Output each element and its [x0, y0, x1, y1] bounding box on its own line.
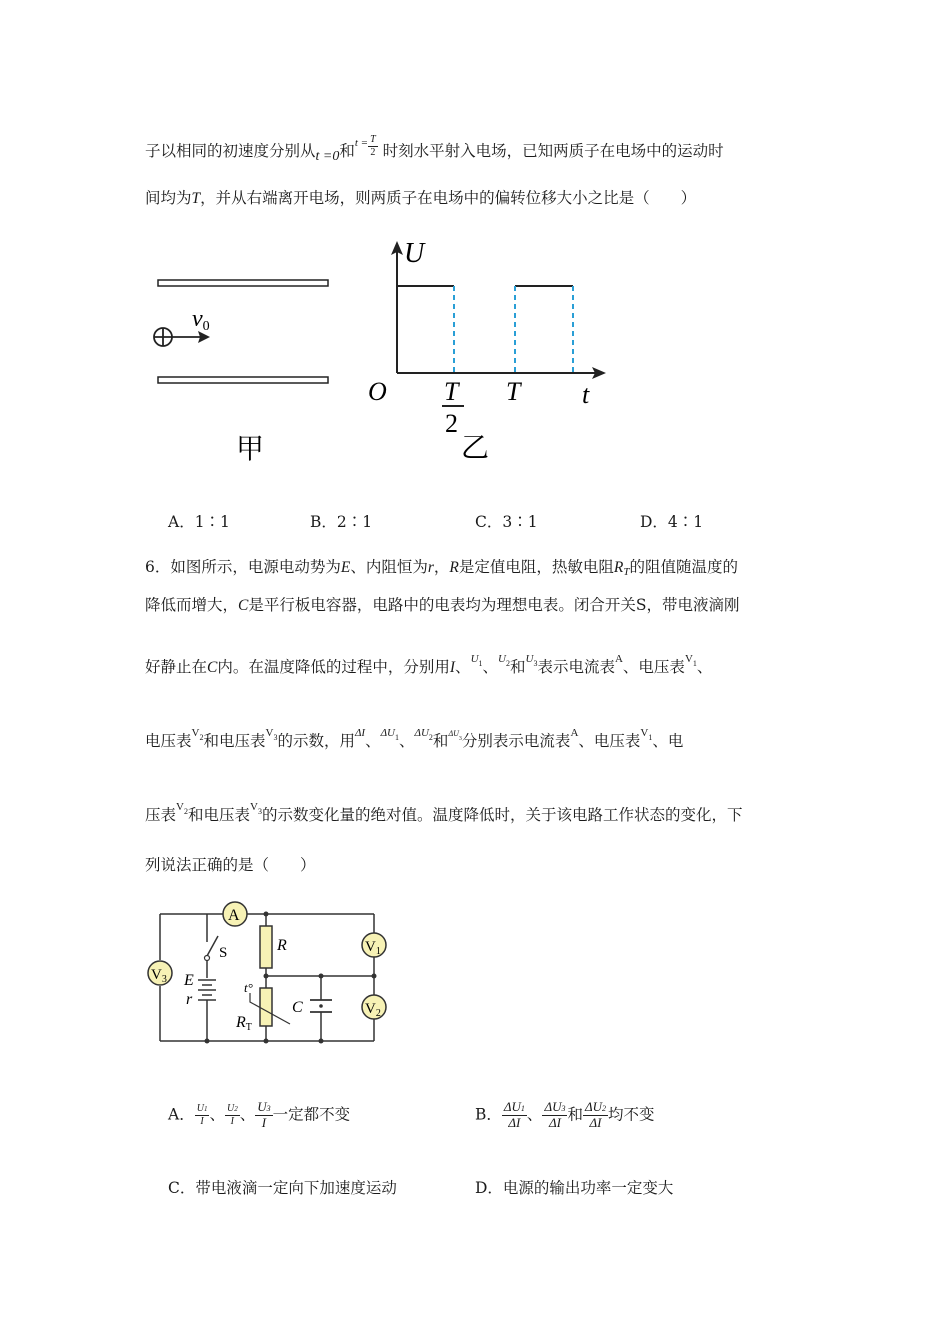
fraction-T-over-2: $\frac{T}{2}$: [370, 134, 376, 158]
q6-line-4: 电压表$^{V2}$和电压表$^{V3}$的示数，用$^{\Delta I}$、$^{\Delta U1}$、$^{\Delta U2}$和$^{\Delta U3}$分别表示电流表$^A$、电压表$^{V1}$、电: [145, 727, 684, 750]
junction-dots: [205, 912, 377, 1044]
q6-option-d[interactable]: D．电源的输出功率一定变大: [475, 1179, 674, 1197]
svg-text:S: S: [219, 945, 228, 961]
bottom-plate: [158, 377, 328, 383]
t-half-den: 2: [445, 409, 458, 438]
q6-line-3: 好静止在C内。在温度降低的过程中，分别用I、$^{U1}$、$^{U2}$和$^{U3}$表示电流表$^A$、电压表$^{V1}$、: [145, 653, 713, 676]
T-label: T: [506, 377, 521, 406]
voltmeter-v2-icon: [362, 995, 386, 1019]
t-eq: t =: [354, 137, 369, 149]
q5-option-b[interactable]: B．2∶1: [310, 513, 373, 531]
ammeter-icon: [223, 902, 247, 926]
q6-option-b[interactable]: B． $\frac{\Delta U1}{\Delta I}$ 、 $\frac{\Delta U3}{\Delta I}$ 和 $\frac{\Delta U2}{\Delta I}$ 均不变: [475, 1099, 655, 1130]
q5-option-c[interactable]: C．3∶1: [475, 513, 538, 531]
q5-line-1: 子以相同的初速度分别从t =0和$^{t =}$ $\frac{T}{2}$ 时刻水平射入电场，已知两质子在电场中的运动时: [145, 134, 724, 164]
voltmeter-v3-icon: [148, 961, 172, 985]
internal-r-label: r: [186, 991, 193, 1008]
u-label: U: [404, 238, 425, 269]
voltmeter-v1-icon: [362, 933, 386, 957]
capacitor-label: C: [292, 999, 303, 1016]
q6-line-1: 6．如图所示，电源电动势为E、内阻恒为r，R是定值电阻，热敏电阻RT的阻值随温度的: [145, 558, 739, 578]
figure-yi: [360, 235, 620, 470]
svg-text:V3: $V_3$: [151, 967, 167, 985]
q6-line-6: 列说法正确的是（ ）: [145, 856, 316, 874]
svg-text:t°: t°: [244, 980, 253, 995]
q6-option-c[interactable]: C．带电液滴一定向下加速度运动: [168, 1179, 397, 1197]
t-axis: [397, 367, 606, 379]
caption-jia: 甲: [236, 432, 265, 465]
q6-option-a[interactable]: A． $\frac{U1}{I}$ 、 $\frac{U2}{I}$ 、 $\frac{U3}{I}$ 一定都不变: [168, 1099, 351, 1130]
resistor-r-icon: [260, 926, 287, 968]
battery-icon: [198, 980, 216, 1000]
q5-option-a[interactable]: A．1∶1: [168, 513, 230, 531]
svg-text:R: R: [277, 937, 287, 954]
caption-yi: 乙: [461, 431, 490, 464]
t-zero: t =0: [315, 149, 340, 164]
q5-line-2: 间均为T，并从右端离开电场，则两质子在电场中的偏转位移大小之比是（ ）: [145, 189, 697, 207]
origin-label: O: [368, 377, 387, 406]
q5-option-d[interactable]: D．4∶1: [640, 513, 704, 531]
t-label: t: [582, 380, 590, 409]
q6-line-2: 降低而增大，C是平行板电容器，电路中的电表均为理想电表。闭合开关S，带电液滴刚: [145, 596, 740, 614]
svg-text:V2: $V_2$: [365, 1001, 381, 1019]
t-half-num: T: [444, 377, 459, 406]
top-plate: [158, 280, 328, 286]
capacitor-icon: [310, 1000, 332, 1012]
switch-icon: [205, 936, 228, 961]
thermistor-icon: [235, 980, 290, 1033]
proton-icon: [154, 328, 172, 346]
circuit-diagram: [140, 900, 390, 1050]
q6-line-5: 压表$^{V2}$和电压表$^{V3}$的示数变化量的绝对值。温度降低时，关于该电路工作状态的变化，下: [145, 801, 743, 824]
u-axis: [391, 241, 403, 373]
svg-text:RT: RT: [236, 1014, 252, 1033]
v0-label: v0: [192, 306, 210, 334]
svg-text:A: A: [228, 907, 240, 924]
figure-jia: [140, 270, 340, 470]
emf-label: E: [184, 972, 194, 989]
svg-text:V1: $V_1$: [365, 939, 381, 957]
